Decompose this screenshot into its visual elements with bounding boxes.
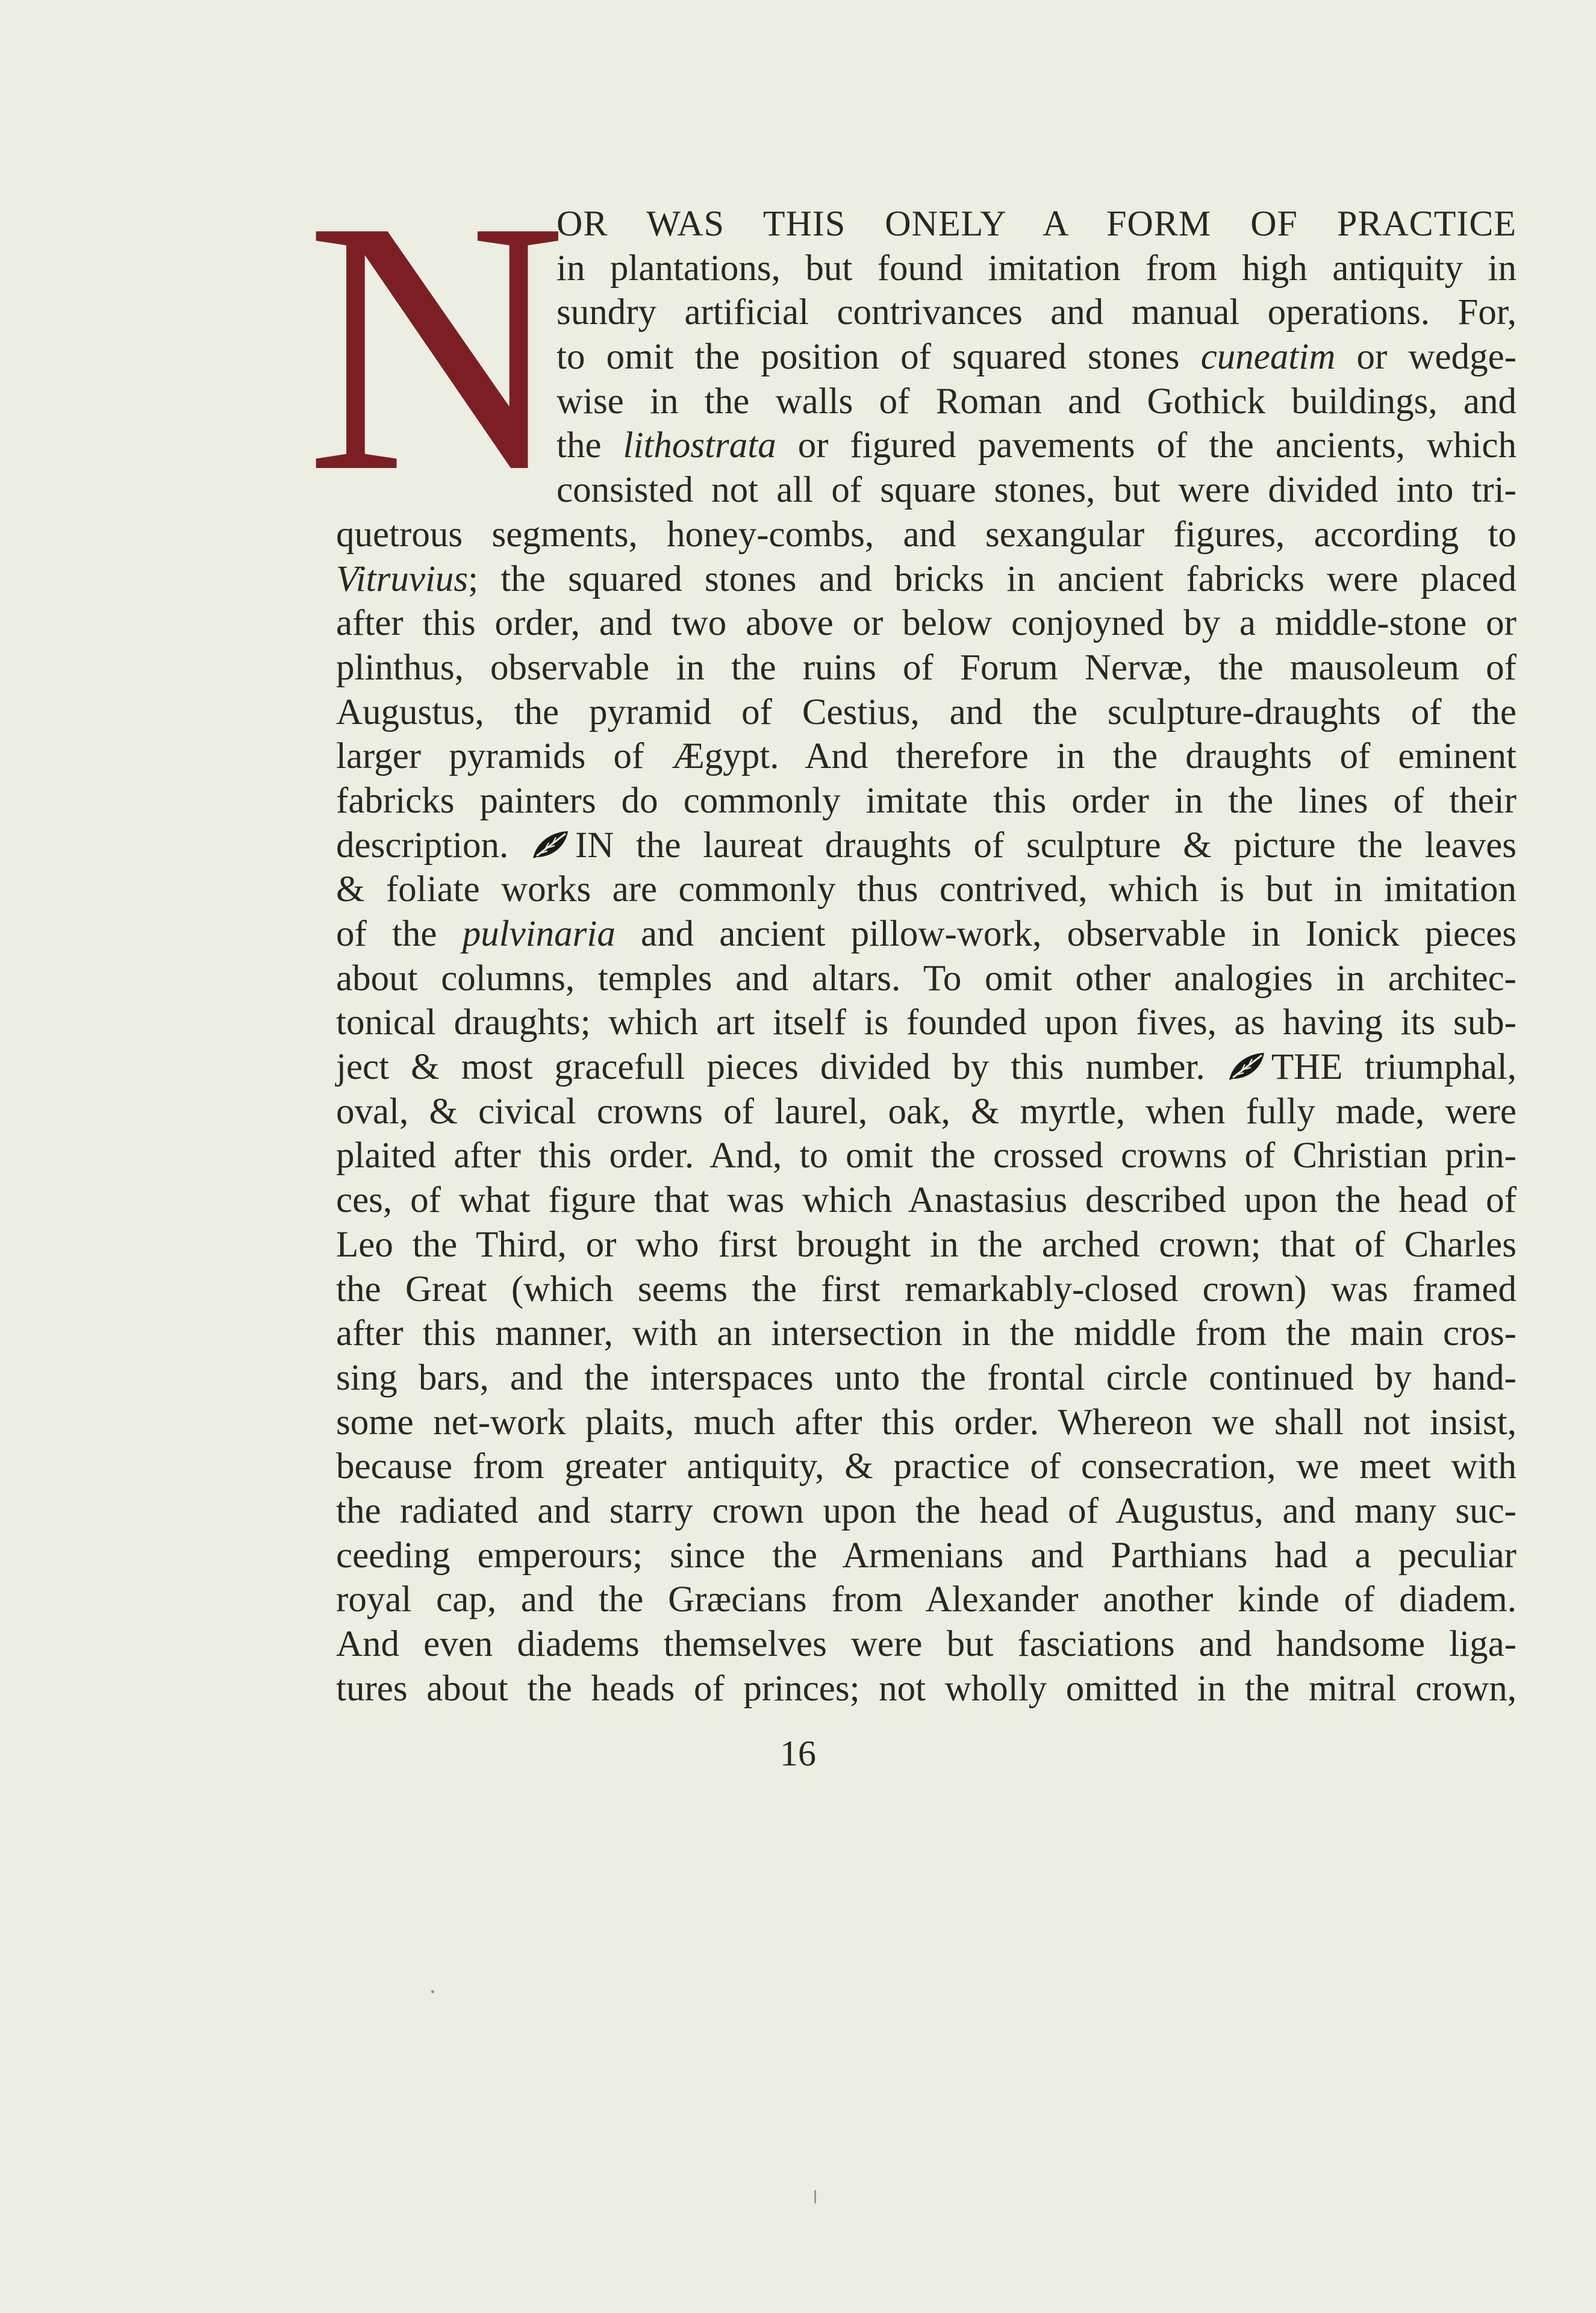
text-block [305,202,1517,1711]
text-line [336,1444,1517,1489]
text-run: Leo the Third, or who first brought in the arched crown; that of Charles [336,1224,1517,1265]
text-run: ject & most gracefull pieces divided by this number. [336,1047,1227,1088]
text-line [336,1667,1517,1711]
text-run: or wedge- [1335,337,1517,378]
text-run: sing bars, and the interspaces unto the frontal circle continued by hand- [336,1357,1517,1398]
text-run: sundry artificial contrivances and manual operations. For, [556,292,1517,333]
text-line [336,1622,1517,1667]
text-run: larger pyramids of Ægypt. And therefore in the draughts of eminent [336,736,1517,777]
text-line [336,690,1517,735]
text-line [336,1178,1517,1223]
text-line [336,1000,1517,1045]
dropcap-n [298,205,575,476]
text-run: the Great (which seems the first remarkably-closed crown) was framed [336,1269,1517,1309]
text-line [336,1311,1517,1356]
italic-term: pulvinaria [462,914,616,954]
text-line [336,734,1517,779]
text-line [336,1267,1517,1312]
text-run: & foliate works are commonly thus contrived, which is but in imitation [336,869,1517,910]
text-line [336,1356,1517,1400]
text-run: OR WAS THIS ONELY A FORM OF PRACTICE [556,204,1517,243]
text-line [336,779,1517,823]
text-run: description. [336,825,531,866]
text-run: because from greater antiquity, & practice of consecration, we meet with [336,1446,1517,1487]
dropcap-letter: N [305,205,567,476]
text-line [336,557,1517,602]
text-run: ces, of what figure that was which Anastasius described upon the head of [336,1180,1517,1221]
text-run: Augustus, the pyramid of Cestius, and the sculpture-draughts of the [336,691,1517,732]
text-run: plinthus, observable in the ruins of Forum Nervæ, the mausoleum of [336,647,1517,688]
text-run: some net-work plaits, much after this order. Whereon we shall not insist, [336,1402,1517,1443]
text-run: wise in the walls of Roman and Gothick buildings, and [556,381,1517,422]
paper-speck [431,1990,434,1993]
text-run: to omit the position of squared stones [556,337,1201,378]
text-line [336,1090,1517,1134]
text-run: after this order, and two above or below conjoyned by a middle-stone or [336,603,1517,644]
text-run: or figured pavements of the ancients, which [776,425,1517,466]
text-line [336,1045,1517,1090]
text-line [336,513,1517,557]
text-run: the [556,425,623,466]
text-run: ; the squared stones and bricks in ancient fabricks were placed [468,558,1517,599]
text-run: tures about the heads of princes; not wholly omitted in the mitral crown, [336,1668,1517,1709]
text-line [336,867,1517,912]
text-run: the radiated and starry crown upon the head of Augustus, and many suc- [336,1490,1517,1531]
text-run: And even diadems themselves were but fasciations and handsome liga- [336,1624,1517,1664]
text-run: after this manner, with an intersection in the middle from the main cros- [336,1313,1517,1354]
text-line [336,1223,1517,1267]
text-line [336,646,1517,690]
text-line [336,1400,1517,1445]
italic-term: Vitruvius [336,558,469,599]
text-run: about columns, temples and altars. To omit other analogies in architec- [336,958,1517,999]
text-line [336,912,1517,957]
text-line [336,601,1517,646]
text-run: oval, & civical crowns of laurel, oak, & myrtle, when fully made, were [336,1091,1517,1132]
text-run: tonical draughts; which art itself is founded upon fives, as having its sub- [336,1002,1517,1043]
dropcap-glyph [298,205,575,476]
text-run: THE triumphal, [1271,1047,1517,1088]
text-line [336,957,1517,1001]
text-line [336,1578,1517,1622]
text-run: royal cap, and the Græcians from Alexander another kinde of diadem. [336,1579,1517,1620]
text-run: plaited after this order. And, to omit the crossed crowns of Christian prin- [336,1135,1517,1176]
text-run: fabricks painters do commonly imitate this order in the lines of their [336,780,1517,821]
leaf-ornament-icon [1227,1049,1267,1080]
text-line [336,1489,1517,1534]
text-run: of the [336,914,463,954]
text-line [336,823,1517,868]
text-run: and ancient pillow-work, observable in Ionick pieces [615,914,1517,954]
italic-term: lithostrata [623,425,776,466]
text-run: consisted not all of square stones, but were divided into tri- [556,470,1517,511]
text-run: in plantations, but found imitation from high antiquity in [556,248,1517,289]
page-number: 16 [780,1734,816,1773]
leaf-ornament-icon [531,827,570,858]
text-run: quetrous segments, honey-combs, and sexangular figures, according to [336,514,1517,555]
paper-mark [814,2190,816,2203]
text-run: ceeding emperours; since the Armenians and Parthians had a peculiar [336,1535,1517,1576]
text-run: IN the laureat draughts of sculpture & picture the leaves [575,825,1517,866]
text-line [336,1534,1517,1578]
text-line [336,1134,1517,1178]
italic-term: cuneatim [1200,337,1336,378]
